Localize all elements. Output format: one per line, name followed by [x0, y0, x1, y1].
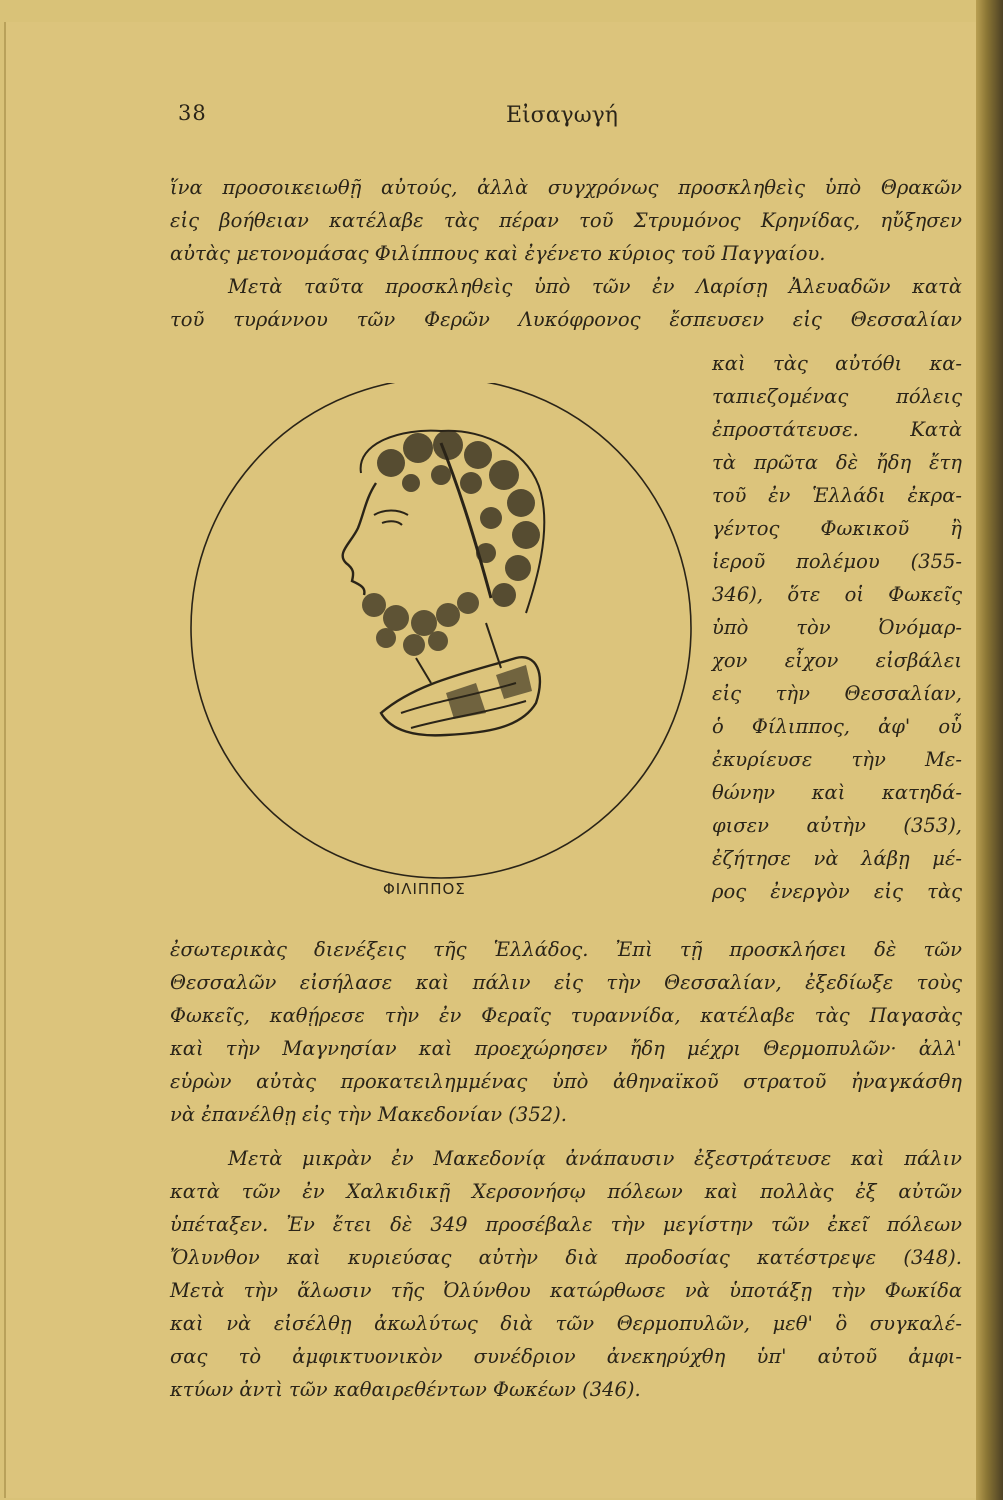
text-line: 346), ὅτε οἱ Φωκεῖς	[712, 583, 962, 606]
text-line: ὁ Φίλιππος, ἀφ' οὗ	[712, 715, 962, 738]
text-line: Φωκεῖς, καθῄρεσε τὴν ἐν Φεραῖς τυραννίδα, κατέλαβε τὰς Παγασὰς	[170, 1004, 962, 1027]
portrait-medallion	[186, 383, 706, 883]
text-line: ἐζήτησε νὰ λάβῃ μέ-	[712, 847, 962, 870]
text-line: ρος ἐνεργὸν εἰς τὰς	[712, 880, 962, 903]
text-line: Θεσσαλῶν εἰσήλασε καὶ πάλιν εἰς τὴν Θεσσαλίαν, ἐξεδίωξε τοὺς	[170, 971, 962, 994]
text-line: κατὰ τῶν ἐν Χαλκιδικῇ Χερσονήσῳ πόλεων καὶ πολλὰς ἐξ αὐτῶν	[170, 1180, 962, 1203]
text-line: ἱεροῦ πολέμου (355-	[712, 550, 962, 573]
page-number: 38	[178, 101, 207, 125]
text-line: ἐπροστάτευσε. Κατὰ	[712, 418, 962, 441]
text-line: νὰ ἐπανέλθῃ εἰς τὴν Μακεδονίαν (352).	[170, 1103, 567, 1126]
text-line: καὶ τὰς αὐτόθι κα-	[712, 352, 962, 375]
text-line: τοῦ ἐν Ἑλλάδι ἐκρα-	[712, 484, 962, 507]
text-line: χον εἶχον εἰσβάλει	[712, 649, 962, 672]
text-line: φισεν αὐτὴν (353),	[712, 814, 962, 837]
text-line: Μετὰ τὴν ἅλωσιν τῆς Ὀλύνθου κατώρθωσε νὰ ὑποτάξῃ τὴν Φωκίδα	[170, 1279, 962, 1302]
text-line: ταπιεζομένας πόλεις	[712, 385, 962, 408]
text-line: τὰ πρῶτα δὲ ἤδη ἔτη	[712, 451, 962, 474]
text-line: εὑρὼν αὐτὰς προκατειλημμένας ὑπὸ ἀθηναϊκοῦ στρατοῦ ἠναγκάσθη	[170, 1070, 962, 1093]
text-line: εἰς τὴν Θεσσαλίαν,	[712, 682, 962, 705]
running-header: Εἰσαγωγή	[506, 103, 618, 128]
text-line: Ὄλυνθον καὶ κυριεύσας αὐτὴν διὰ προδοσίας κατέστρεψε (348).	[170, 1246, 962, 1269]
text-line: Μετὰ ταῦτα προσκληθεὶς ὑπὸ τῶν ἐν Λαρίσῃ Ἀλευαδῶν κατὰ	[228, 275, 962, 298]
text-line: ἐσωτερικὰς διενέξεις τῆς Ἑλλάδος. Ἐπὶ τῇ προσκλήσει δὲ τῶν	[170, 938, 962, 961]
text-line: καὶ τὴν Μαγνησίαν καὶ προεχώρησεν ἤδη μέχρι Θερμοπυλῶν· ἀλλ'	[170, 1037, 962, 1060]
text-line: θώνην καὶ κατηδά-	[712, 781, 962, 804]
portrait-illustration	[343, 430, 545, 735]
text-line: ἐκυρίευσε τὴν Με-	[712, 748, 962, 771]
text-line: ὑπέταξεν. Ἐν ἔτει δὲ 349 προσέβαλε τὴν μεγίστην τῶν ἐκεῖ πόλεων	[170, 1213, 962, 1236]
text-line: αὐτὰς μετονομάσας Φιλίππους καὶ ἐγένετο κύριος τοῦ Παγγαίου.	[170, 242, 826, 265]
text-line: ἵνα προσοικειωθῇ αὐτούς, ἀλλὰ συγχρόνως προσκληθεὶς ὑπὸ Θρακῶν	[170, 176, 962, 199]
text-line: καὶ νὰ εἰσέλθῃ ἀκωλύτως διὰ τῶν Θερμοπυλῶν, μεθ' ὃ συγκαλέ-	[170, 1312, 962, 1335]
text-line: εἰς βοήθειαν κατέλαβε τὰς πέραν τοῦ Στρυμόνος Κρηνίδας, ηὔξησεν	[170, 209, 962, 232]
text-line: Μετὰ μικρὰν ἐν Μακεδονίᾳ ἀνάπαυσιν ἐξεστράτευσε καὶ πάλιν	[228, 1147, 962, 1170]
text-line: τοῦ τυράννου τῶν Φερῶν Λυκόφρονος ἔσπευσεν εἰς Θεσσαλίαν	[170, 308, 962, 331]
text-line: κτύων ἀντὶ τῶν καθαιρεθέντων Φωκέων (346).	[170, 1378, 641, 1401]
text-line: σας τὸ ἀμφικτυονικὸν συνέδριον ἀνεκηρύχθη ὑπ' αὐτοῦ ἀμφι-	[170, 1345, 962, 1368]
figure-caption: ΦΙΛΙΠΠΟΣ	[383, 880, 466, 898]
page-edge-shadow	[976, 0, 1003, 1500]
text-line: γέντος Φωκικοῦ ἢ	[712, 517, 962, 540]
text-line: ὑπὸ τὸν Ὀνόμαρ-	[712, 616, 962, 639]
